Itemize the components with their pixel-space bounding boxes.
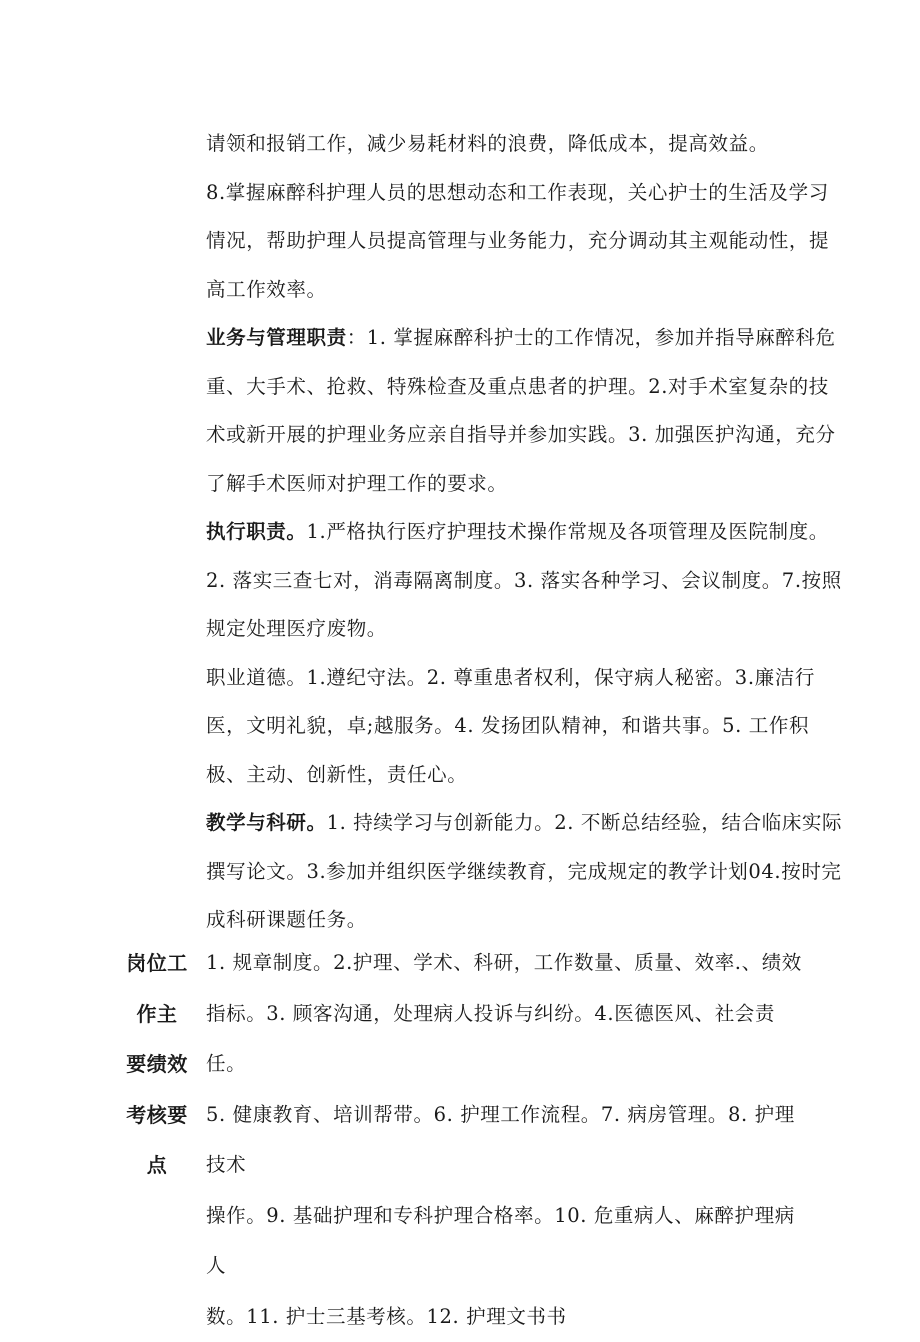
section-heading: 业务与管理职责 <box>206 326 347 349</box>
kpi-label-line: 要绩效 <box>118 1039 196 1090</box>
paragraph-text: ：1. 掌握麻醉科护士的工作情况，参加并指导麻醉科危重、大手术、抢救、特殊检查及重点患者的护理。2.对手术室复杂的技术或新开展的护理业务应亲自指导并参加实践。3. 加强医护沟通，充分了解手术医师对护理工作的要求。 <box>206 326 836 495</box>
paragraph-execution-duties <box>206 508 846 654</box>
kpi-line: 操作。9. 基础护理和专科护理合格率。10. 危重病人、麻醉护理病人 <box>206 1191 806 1292</box>
paragraph-text: 请领和报销工作，减少易耗材料的浪费，降低成本，提高效益。 <box>206 132 769 155</box>
paragraph-materials <box>206 120 846 169</box>
kpi-label <box>118 938 196 1191</box>
kpi-label-line: 点 <box>118 1140 196 1191</box>
paragraph-teaching-research <box>206 799 846 945</box>
kpi-line: 1. 规章制度。2.护理、学术、科研，工作数量、质量、效率.、绩效 <box>206 938 806 989</box>
kpi-line: 5. 健康教育、培训帮带。6. 护理工作流程。7. 病房管理。8. 护理技术 <box>206 1090 806 1191</box>
paragraph-text: 8.掌握麻醉科护理人员的思想动态和工作表现，关心护士的生活及学习情况，帮助护理人员提高管理与业务能力，充分调动其主观能动性，提高工作效率。 <box>206 181 829 301</box>
paragraph-staff-management <box>206 169 846 315</box>
paragraph-text: 1. 持续学习与创新能力。2. 不断总结经验，结合临床实际撰写论文。3.参加并组织医学继续教育，完成规定的教学计划04.按时完成科研课题任务。 <box>206 811 842 931</box>
kpi-line: 指标。3. 顾客沟通，处理病人投诉与纠纷。4.医德医风、社会责任。 <box>206 989 806 1090</box>
paragraph-ethics <box>206 654 846 800</box>
section-heading: 教学与科研。 <box>206 811 327 834</box>
kpi-label-line: 作主 <box>118 989 196 1040</box>
section-heading: 执行职责。 <box>206 520 307 543</box>
duty-content <box>206 120 846 945</box>
kpi-line: 数。11. 护士三基考核。12. 护理文书书 <box>206 1292 806 1342</box>
kpi-label-line: 岗位工 <box>118 938 196 989</box>
paragraph-text: 1.严格执行医疗护理技术操作常规及各项管理及医院制度。2. 落实三查七对，消毒隔离制度。3. 落实各种学习、会议制度。7.按照规定处理医疗废物。 <box>206 520 842 640</box>
paragraph-text: 职业道德。1.遵纪守法。2. 尊重患者权利，保守病人秘密。3.廉洁行医，文明礼貌，卓;越服务。4. 发扬团队精神，和谐共事。5. 工作积极、主动、创新性，责任心。 <box>206 666 815 786</box>
kpi-label-line: 考核要 <box>118 1090 196 1141</box>
paragraph-business-duties <box>206 314 846 508</box>
kpi-body <box>206 938 806 1342</box>
